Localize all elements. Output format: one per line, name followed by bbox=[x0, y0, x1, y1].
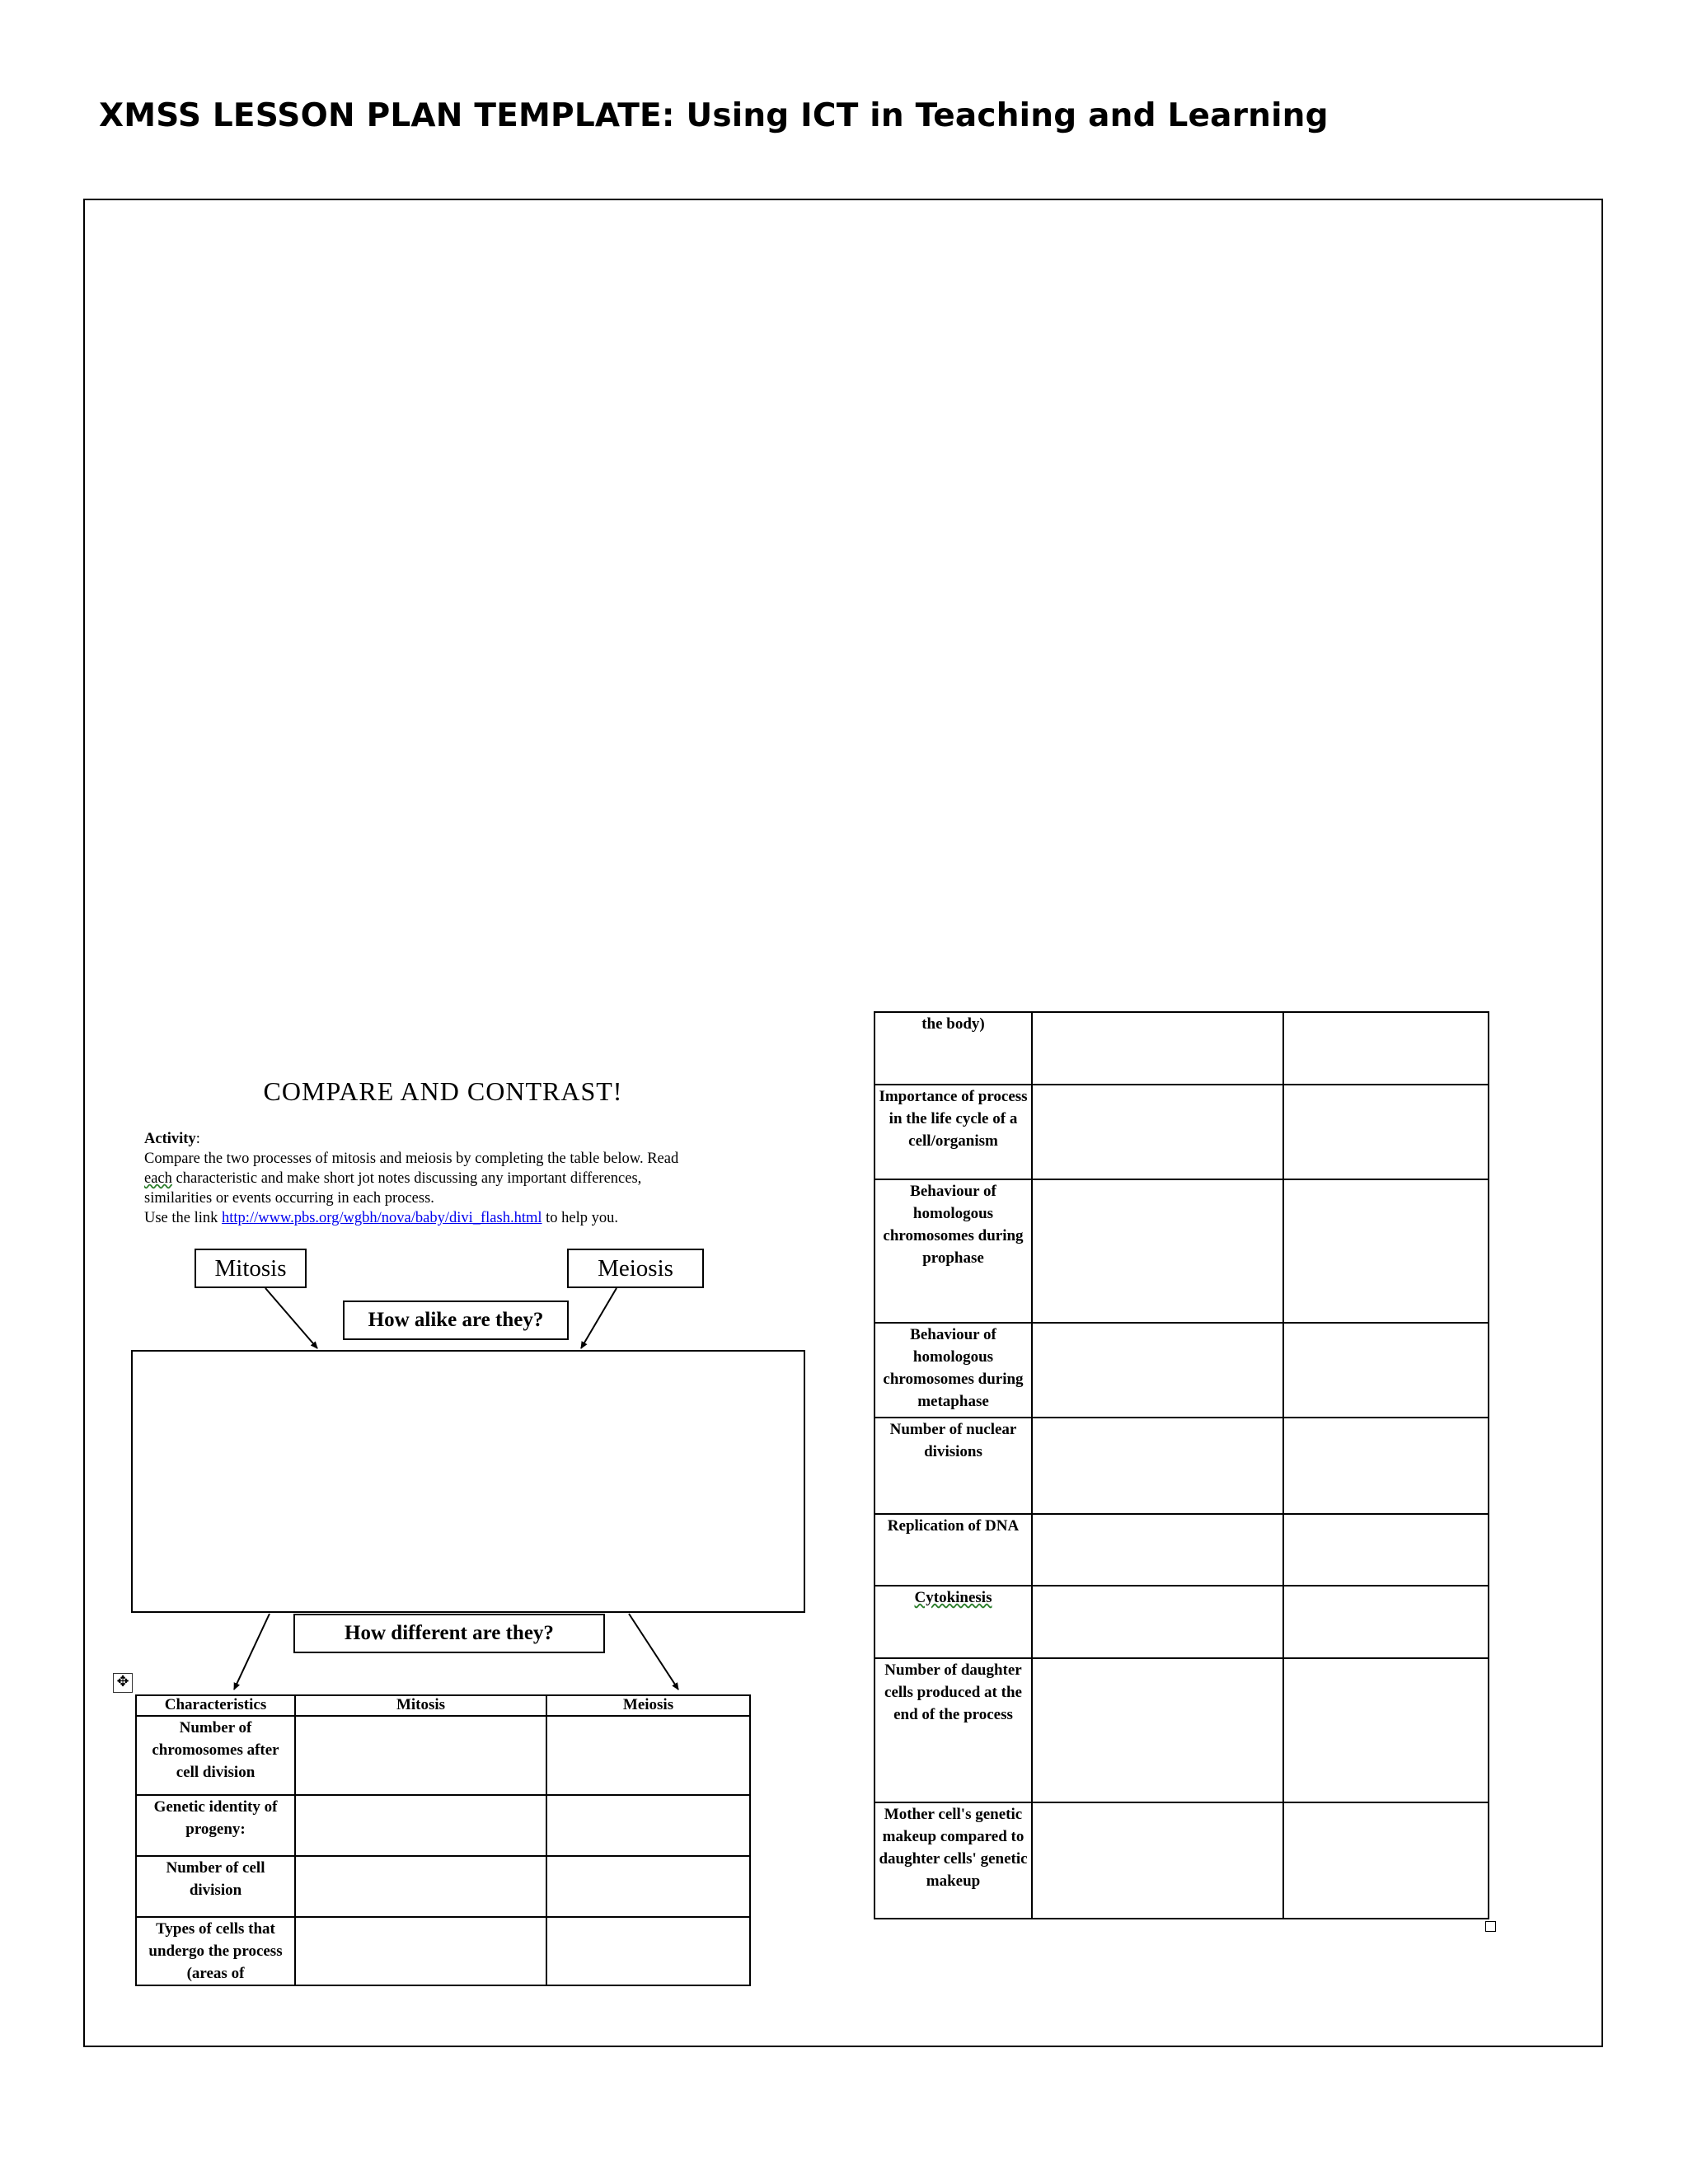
activity-instructions bbox=[144, 1129, 771, 1228]
mitosis-cell[interactable] bbox=[1032, 1012, 1283, 1085]
table-row bbox=[874, 1012, 1489, 1085]
mitosis-cell[interactable] bbox=[1032, 1418, 1283, 1514]
instruction-line-2-word: each bbox=[144, 1170, 172, 1187]
comparison-answer-box[interactable] bbox=[131, 1350, 805, 1613]
row-label: Importance of process in the life cycle of a cell/organism bbox=[874, 1085, 1032, 1179]
header-meiosis: Meiosis bbox=[546, 1695, 750, 1716]
alike-label-box: How alike are they? bbox=[343, 1301, 569, 1340]
table-row bbox=[874, 1179, 1489, 1323]
table-row bbox=[874, 1514, 1489, 1586]
meiosis-cell[interactable] bbox=[546, 1856, 750, 1917]
mitosis-cell[interactable] bbox=[295, 1856, 546, 1917]
left-comparison-table bbox=[135, 1694, 751, 1986]
instruction-line-2: characteristic and make short jot notes discussing any important differences, bbox=[171, 1170, 642, 1187]
different-label-box: How different are they? bbox=[293, 1614, 605, 1653]
activity-colon: : bbox=[195, 1131, 200, 1147]
cytokinesis-label: Cytokinesis bbox=[914, 1589, 992, 1606]
table-row bbox=[874, 1658, 1489, 1802]
meiosis-cell[interactable] bbox=[1283, 1085, 1489, 1179]
page-title: XMSS LESSON PLAN TEMPLATE: Using ICT in Teaching and Learning bbox=[99, 97, 1329, 134]
table-row bbox=[874, 1418, 1489, 1514]
row-label: Number of cell division bbox=[136, 1856, 295, 1917]
table-row bbox=[874, 1586, 1489, 1658]
meiosis-cell[interactable] bbox=[1283, 1514, 1489, 1586]
table-row bbox=[136, 1716, 750, 1795]
meiosis-cell[interactable] bbox=[1283, 1179, 1489, 1323]
row-label: Mother cell's genetic makeup compared to daughter cells' genetic makeup bbox=[874, 1802, 1032, 1919]
row-label: Number of nuclear divisions bbox=[874, 1418, 1032, 1514]
instruction-line-1: Compare the two processes of mitosis and meiosis by completing the table below. Read bbox=[144, 1151, 679, 1167]
row-label: Number of chromosomes after cell division bbox=[136, 1716, 295, 1795]
table-header-row bbox=[136, 1695, 750, 1716]
move-arrows-icon[interactable]: ✥ bbox=[113, 1673, 133, 1693]
mitosis-cell[interactable] bbox=[1032, 1802, 1283, 1919]
mitosis-cell[interactable] bbox=[1032, 1323, 1283, 1418]
meiosis-cell[interactable] bbox=[1283, 1323, 1489, 1418]
meiosis-cell[interactable] bbox=[546, 1917, 750, 1985]
row-label: Genetic identity of progeny: bbox=[136, 1795, 295, 1856]
table-row bbox=[136, 1917, 750, 1985]
header-mitosis: Mitosis bbox=[295, 1695, 546, 1716]
table-row bbox=[136, 1856, 750, 1917]
row-label: Number of daughter cells produced at the end of the process bbox=[874, 1658, 1032, 1802]
meiosis-cell[interactable] bbox=[1283, 1802, 1489, 1919]
resize-square-icon[interactable] bbox=[1485, 1921, 1496, 1932]
worksheet-title: COMPARE AND CONTRAST! bbox=[263, 1076, 623, 1106]
row-label: Behaviour of homologous chromosomes during prophase bbox=[874, 1179, 1032, 1323]
activity-label: Activity bbox=[144, 1131, 196, 1147]
resource-link[interactable]: http://www.pbs.org/wgbh/nova/baby/divi_flash.html bbox=[222, 1210, 542, 1226]
mitosis-cell[interactable] bbox=[1032, 1179, 1283, 1323]
table-row bbox=[874, 1802, 1489, 1919]
meiosis-cell[interactable] bbox=[1283, 1658, 1489, 1802]
instruction-line-4-prefix: Use the link bbox=[144, 1210, 223, 1226]
mitosis-cell[interactable] bbox=[295, 1716, 546, 1795]
table-row bbox=[874, 1085, 1489, 1179]
mitosis-label-box: Mitosis bbox=[195, 1249, 307, 1288]
mitosis-cell[interactable] bbox=[1032, 1514, 1283, 1586]
mitosis-cell[interactable] bbox=[295, 1795, 546, 1856]
right-comparison-table bbox=[874, 1011, 1489, 1919]
meiosis-cell[interactable] bbox=[546, 1795, 750, 1856]
table-row bbox=[136, 1795, 750, 1856]
mitosis-cell[interactable] bbox=[1032, 1085, 1283, 1179]
meiosis-cell[interactable] bbox=[1283, 1586, 1489, 1658]
row-label bbox=[874, 1586, 1032, 1658]
mitosis-cell[interactable] bbox=[1032, 1586, 1283, 1658]
mitosis-cell[interactable] bbox=[1032, 1658, 1283, 1802]
row-label: Behaviour of homologous chromosomes during metaphase bbox=[874, 1323, 1032, 1418]
table-row bbox=[874, 1323, 1489, 1418]
row-label: Replication of DNA bbox=[874, 1514, 1032, 1586]
meiosis-label-box: Meiosis bbox=[567, 1249, 704, 1288]
row-label: the body) bbox=[874, 1012, 1032, 1085]
meiosis-cell[interactable] bbox=[1283, 1012, 1489, 1085]
header-characteristics: Characteristics bbox=[136, 1695, 295, 1716]
mitosis-cell[interactable] bbox=[295, 1917, 546, 1985]
instruction-line-4-suffix: to help you. bbox=[542, 1210, 619, 1226]
instruction-line-3: similarities or events occurring in each process. bbox=[144, 1190, 434, 1207]
meiosis-cell[interactable] bbox=[1283, 1418, 1489, 1514]
meiosis-cell[interactable] bbox=[546, 1716, 750, 1795]
row-label: Types of cells that undergo the process (areas of bbox=[136, 1917, 295, 1985]
